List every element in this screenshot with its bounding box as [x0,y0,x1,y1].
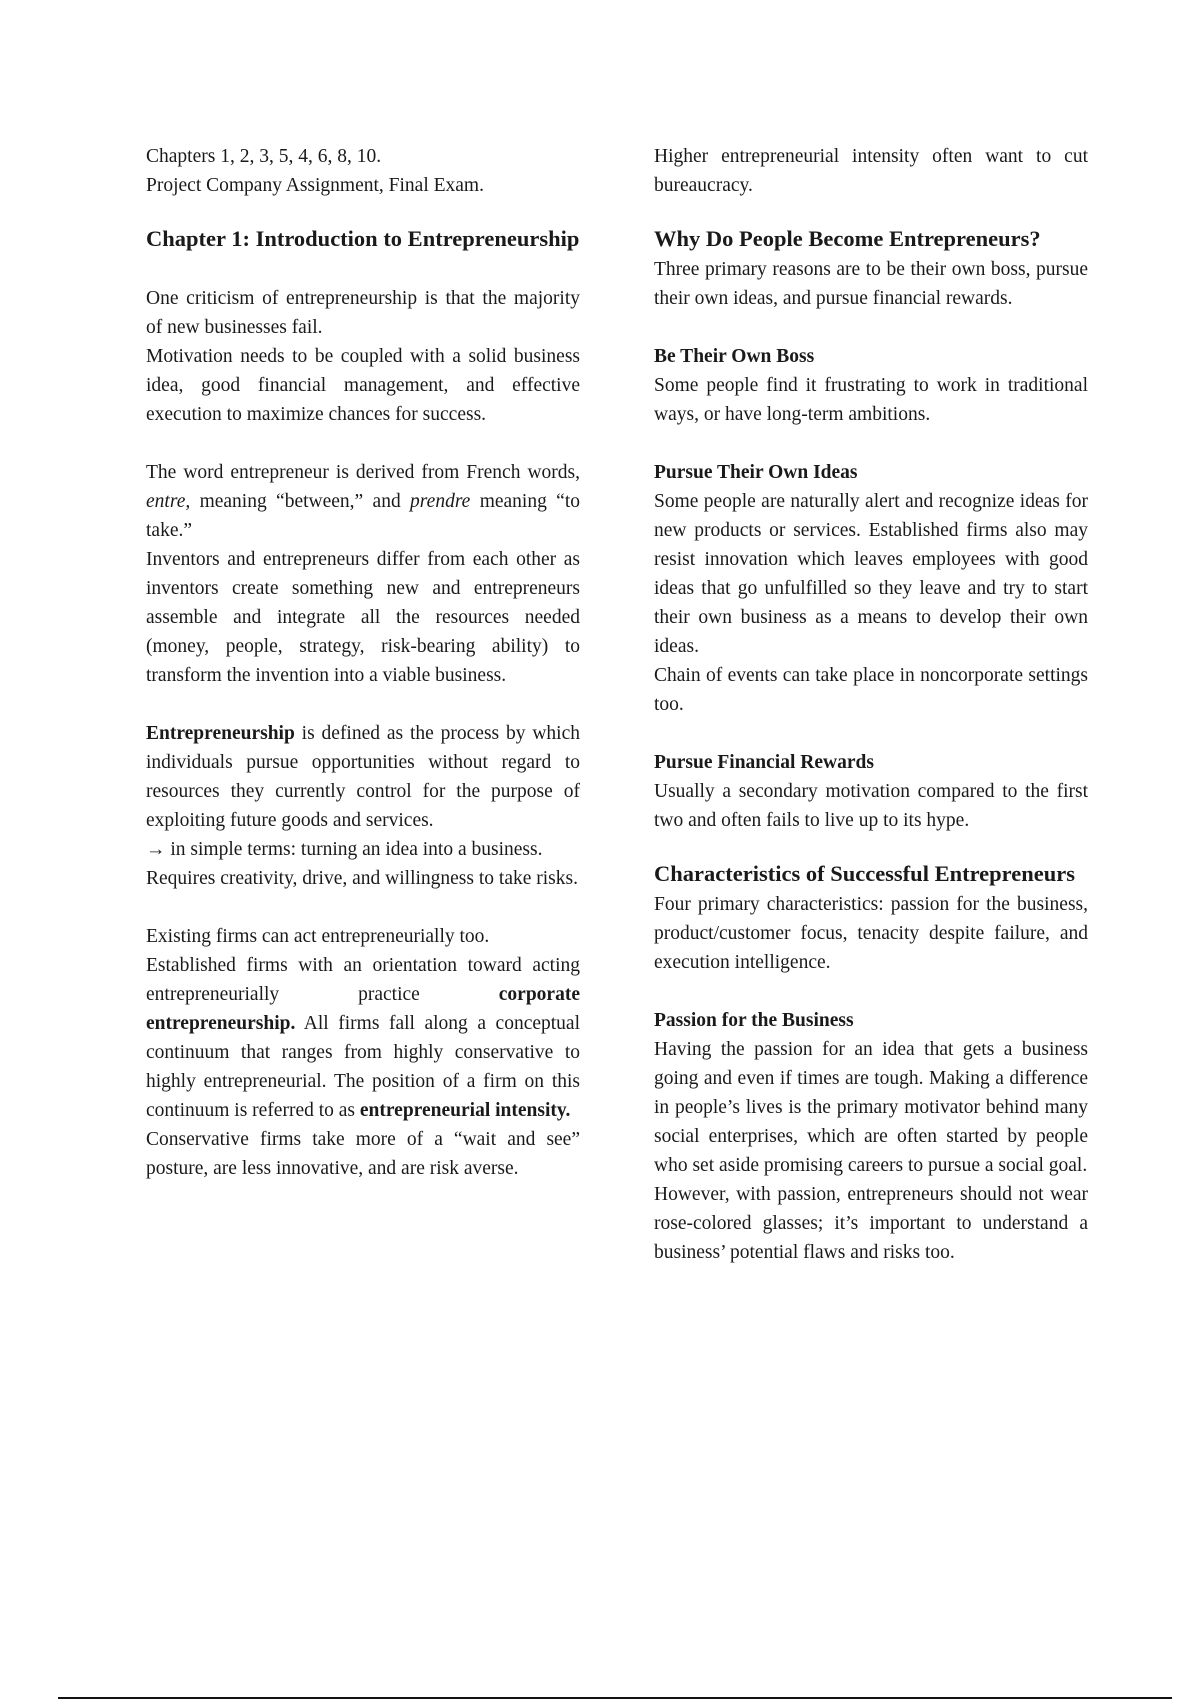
paragraph-motivation: Motivation needs to be coupled with a solid business idea, good financial management, and effective execution to maximize chances for success. [146,346,580,425]
paragraph-word-origin [146,458,580,545]
characteristics-heading: Characteristics of Successful Entrepreneurs [654,861,1075,886]
paragraph-higher-intensity: Higher entrepreneurial intensity often want to cut bureaucracy. [654,146,1088,196]
word-origin-text-a: The word entrepreneur is derived from French words, [146,462,580,483]
established-text-b: All firms fall along a conceptual continuum that ranges from highly conservative to highly entrepreneurial. The position of a firm on this continuum is referred to as [146,1013,580,1121]
paragraph-rose-colored-glasses: However, with passion, entrepreneurs should not wear rose-colored glasses; it’s important to understand a business’ potential flaws and risks too. [654,1184,1088,1263]
term-corporate-entrepreneurship: corporate entrepreneurship. [146,984,580,1034]
paragraph-financial-rewards: Usually a secondary motivation compared to the first two and often fails to live up to its hype. [654,781,1088,831]
right-column [654,142,1088,1267]
established-text-a: Established firms with an orientation toward acting entrepreneurially practice [146,955,580,1005]
why-entrepreneurs-heading: Why Do People Become Entrepreneurs? [654,226,1041,251]
word-origin-text-b: meaning “between,” and [190,491,411,512]
pursue-financial-rewards-heading: Pursue Financial Rewards [654,752,874,773]
word-prendre: prendre [410,491,471,512]
paragraph-conservative-firms: Conservative firms take more of a “wait and see” posture, are less innovative, and are risk averse. [146,1129,580,1179]
paragraph-simple-terms: → in simple terms: turning an idea into a business. [146,839,543,860]
paragraph-four-characteristics: Four primary characteristics: passion for the business, product/customer focus, tenacity despite failure, and execution intelligence. [654,894,1088,973]
paragraph-established-firms [146,951,580,1125]
paragraph-requires: Requires creativity, drive, and willingness to take risks. [146,868,578,889]
word-origin-text-c: meaning “to take.” [146,491,580,541]
paragraph-chain-of-events: Chain of events can take place in noncorporate settings too. [654,665,1088,715]
pursue-own-ideas-heading: Pursue Their Own Ideas [654,462,858,483]
paragraph-existing-firms: Existing firms can act entrepreneurially too. [146,926,490,947]
footer-rule [58,1697,1172,1699]
left-column [146,142,580,1183]
paragraph-own-boss: Some people find it frustrating to work in traditional ways, or have long-term ambitions. [654,375,1088,425]
intro-line-assignment: Project Company Assignment, Final Exam. [146,175,484,196]
paragraph-three-reasons: Three primary reasons are to be their own boss, pursue their own ideas, and pursue financial rewards. [654,259,1088,309]
term-entrepreneurship: Entrepreneurship [146,723,295,744]
paragraph-passion: Having the passion for an idea that gets a business going and even if times are tough. Making a difference in people’s lives is the primary motivator behind many social enterprises, which are often started by people who set aside promising careers to pursue a social goal. [654,1039,1088,1176]
paragraph-inventors: Inventors and entrepreneurs differ from each other as inventors create something new and entrepreneurs assemble and integrate all the resources needed (money, people, strategy, risk-bearing ability) to transform the invention into a viable business. [146,549,580,686]
definition-text: is defined as the process by which individuals pursue opportunities without regard to resources they currently control for the purpose of exploiting future goods and services. [146,723,580,831]
paragraph-definition [146,719,580,835]
word-entre: entre, [146,491,191,512]
passion-for-business-heading: Passion for the Business [654,1010,854,1031]
chapter-1-heading: Chapter 1: Introduction to Entrepreneurship [146,226,580,251]
term-entrepreneurial-intensity: entrepreneurial intensity. [359,1100,571,1121]
be-their-own-boss-heading: Be Their Own Boss [654,346,815,367]
intro-line-chapters: Chapters 1, 2, 3, 5, 4, 6, 8, 10. [146,146,382,167]
paragraph-criticism: One criticism of entrepreneurship is that the majority of new businesses fail. [146,288,580,338]
paragraph-own-ideas: Some people are naturally alert and recognize ideas for new products or services. Established firms also may resist innovation which leaves employees with good ideas that go unfulfilled so they leave and try to start their own business as a means to develop their own ideas. [654,491,1088,657]
